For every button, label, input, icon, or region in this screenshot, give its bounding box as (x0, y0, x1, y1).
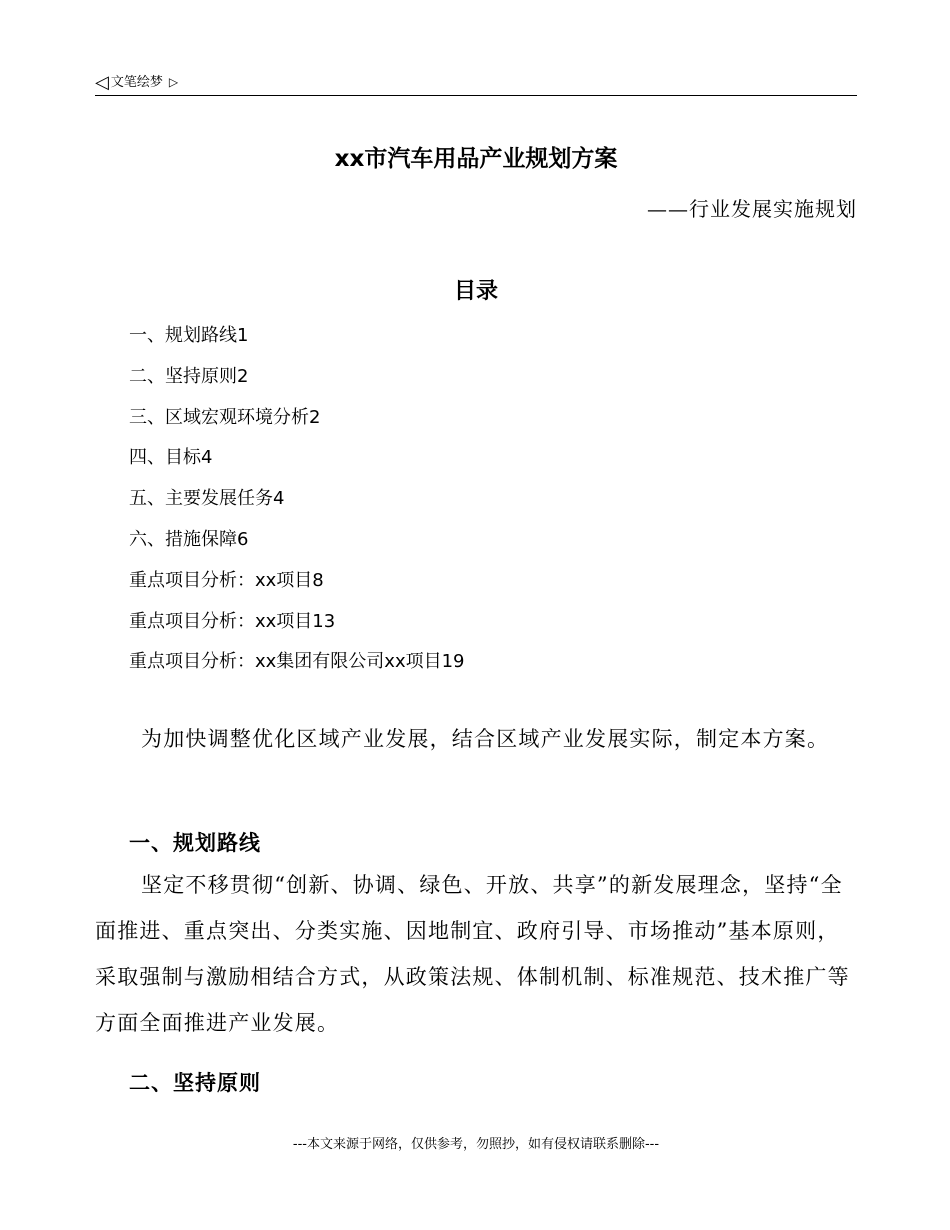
section-heading-planning-route: 一、规划路线 (129, 831, 261, 855)
toc-item[interactable]: 二、坚持原则2 (129, 365, 249, 387)
toc-item[interactable]: 重点项目分析：xx项目13 (129, 610, 336, 632)
toc-item[interactable]: 六、措施保障6 (129, 528, 249, 550)
toc-item[interactable]: 重点项目分析：xx项目8 (129, 569, 324, 591)
header-text: 文笔绘梦 (110, 75, 163, 90)
section-body-planning-route: 坚定不移贯彻“创新、协调、绿色、开放、共享”的新发展理念，坚持“全面推进、重点突出、分类实施、因地制宜、政府引导、市场推动”基本原则，采取强制与激励相结合方式，从政策法规、体制机制、标准规范、技术推广等方面全面推进产业发展。 (95, 873, 850, 1035)
left-triangle-icon: ◁ (95, 72, 109, 93)
intro-paragraph: 为加快调整优化区域产业发展，结合区域产业发展实际，制定本方案。 (141, 727, 830, 751)
document-title: xx市汽车用品产业规划方案 (334, 146, 618, 172)
right-triangle-icon: ▷ (168, 75, 179, 89)
page-footer: ---本文来源于网络，仅供参考，勿照抄，如有侵权请联系删除--- (292, 1137, 660, 1152)
section-heading-principles: 二、坚持原则 (129, 1071, 261, 1095)
table-of-contents (129, 322, 829, 689)
document-subtitle: ——行业发展实施规划 (647, 197, 857, 221)
header-divider (95, 95, 857, 96)
toc-heading: 目录 (453, 279, 498, 304)
toc-item[interactable]: 五、主要发展任务4 (129, 488, 285, 510)
toc-item[interactable]: 重点项目分析：xx集团有限公司xx项目19 (129, 651, 465, 673)
page-header (95, 72, 857, 94)
toc-item[interactable]: 三、区域宏观环境分析2 (129, 406, 321, 428)
toc-item[interactable]: 四、目标4 (129, 447, 213, 469)
toc-item[interactable]: 一、规划路线1 (129, 325, 249, 346)
